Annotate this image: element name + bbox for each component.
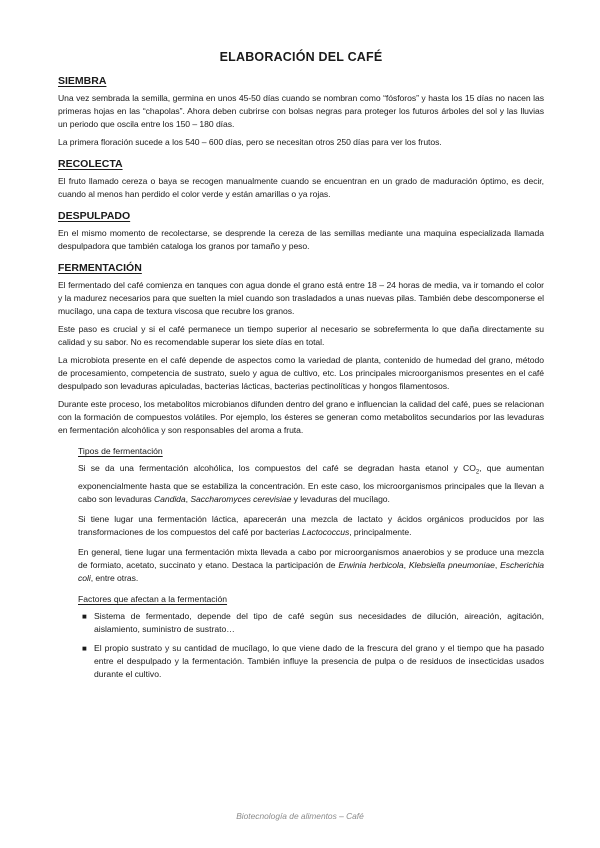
paragraph: Durante este proceso, los metabolitos microbianos difunden dentro del grano e influencian la calidad del café, pues se relacionan con la formación de compuestos volátiles. Por ejemplo, los ésteres se generan como metabolitos secundarios por las levaduras en fermentación alcohólica y son responsables del aroma a fruta. xyxy=(58,399,544,435)
section-despulpado xyxy=(58,210,544,253)
factores-list xyxy=(78,610,544,681)
list-item: ■ El propio sustrato y su cantidad de mucílago, lo que viene dado de la frescura del grano y el tiempo que ha pasado entre el despulpado y la fermentación. También influye la presencia de pulpa o de residuos de insecticidas usados durante el cultivo. xyxy=(82,642,544,679)
subheading-tipos: Tipos de fermentación xyxy=(78,446,163,456)
heading-despulpado: DESPULPADO xyxy=(58,210,131,222)
page-footer: Biotecnología de alimentos – Café xyxy=(236,811,364,821)
bullet-icon: ■ xyxy=(82,643,87,653)
paragraph: La primera floración sucede a los 540 – 600 días, pero se necesitan otros 250 días para ver los frutos. xyxy=(58,137,442,147)
paragraph-alcoholica: Si se da una fermentación alcohólica, los compuestos del café se degradan hasta etanol y $CO_2$, que aumentan exponencialmente hasta que se estabiliza la concentración. En este caso, los microorganismos principales que la llevan a cabo son levaduras Candida, Saccharomyces cerevisiae y levaduras del mucílago. xyxy=(78,463,544,504)
tipos-list xyxy=(78,462,544,585)
paragraph-mixta: En general, tiene lugar una fermentación mixta llevada a cabo por microorganismos anaerobios y se produce una mezcla de formiato, acetato, succinato y etano. Destaca la participación de Erwinia herbicola, Klebsiella pneumoniae, Escherichia coli, entre otras. xyxy=(78,546,544,583)
paragraph: Una vez sembrada la semilla, germina en unos 45-50 días cuando se nombran como “fósforos” y hasta los 15 días no nacen las primeras hojas en las “chapolas”. Ahora deben cubrirse con bolsas negras para proteger los futuros árboles del sol y las lluvias un periodo que oscila entre los 150 – 180 días. xyxy=(58,93,544,129)
section-recolecta xyxy=(58,158,544,201)
subheading-factores: Factores que afectan a la fermentación xyxy=(78,593,228,604)
document-page xyxy=(58,50,544,690)
heading-recolecta: RECOLECTA xyxy=(58,158,123,170)
paragraph: La microbiota presente en el café depende de aspectos como la variedad de planta, contenido de humedad del grano, método de procesamiento, competencia de sustrato, suelo y agua de cultivo, etc. Los principales microorganismos presentes en el café despulpado son levaduras apiculadas, bacterias lácticas, bacterias pectinolíticas y hongos filamentosos. xyxy=(58,355,544,391)
heading-siembra: SIEMBRA xyxy=(58,75,107,87)
paragraph: Este paso es crucial y si el café permanece un tiempo superior al necesario se sobrefermenta lo que daña directamente su calidad y su sabor. No es recomendable superar los siete días en total. xyxy=(58,324,544,347)
list-item: ■ Sistema de fermentado, depende del tipo de café según sus necesidades de dilución, aireación, agitación, aislamiento, suministro de sustrato… xyxy=(82,610,544,634)
section-fermentacion xyxy=(58,262,544,681)
paragraph: El fruto llamado cereza o baya se recogen manualmente cuando se encuentran en un grado de maduración óptimo, es decir, cuando al menos han perdido el color verde y están amarillas o ya rojas. xyxy=(58,176,544,199)
section-siembra xyxy=(58,75,544,149)
document-title: ELABORACIÓN DEL CAFÉ xyxy=(219,50,383,64)
bullet-icon: ■ xyxy=(82,611,87,621)
paragraph-lactica: Si tiene lugar una fermentación láctica, aparecerán una mezcla de lactato y ácidos orgánicos producidos por las transformaciones de los compuestos del café por bacterias Lactococcus, principalmente. xyxy=(78,513,544,537)
paragraph: En el mismo momento de recolectarse, se desprende la cereza de las semillas mediante una maquina especializada llamada despulpadora que también cataloga los granos por tamaño y peso. xyxy=(58,228,544,251)
paragraph: El fermentado del café comienza en tanques con agua donde el grano está entre 18 – 24 horas de media, va ir tomando el color y la madurez necesarios para que suelten la miel cuando son trasladados a unas nuevas pilas. También debe descomponerse el mucílago, una capa de textura viscosa que recubre los granos. xyxy=(58,280,544,316)
heading-fermentacion: FERMENTACIÓN xyxy=(58,262,142,274)
